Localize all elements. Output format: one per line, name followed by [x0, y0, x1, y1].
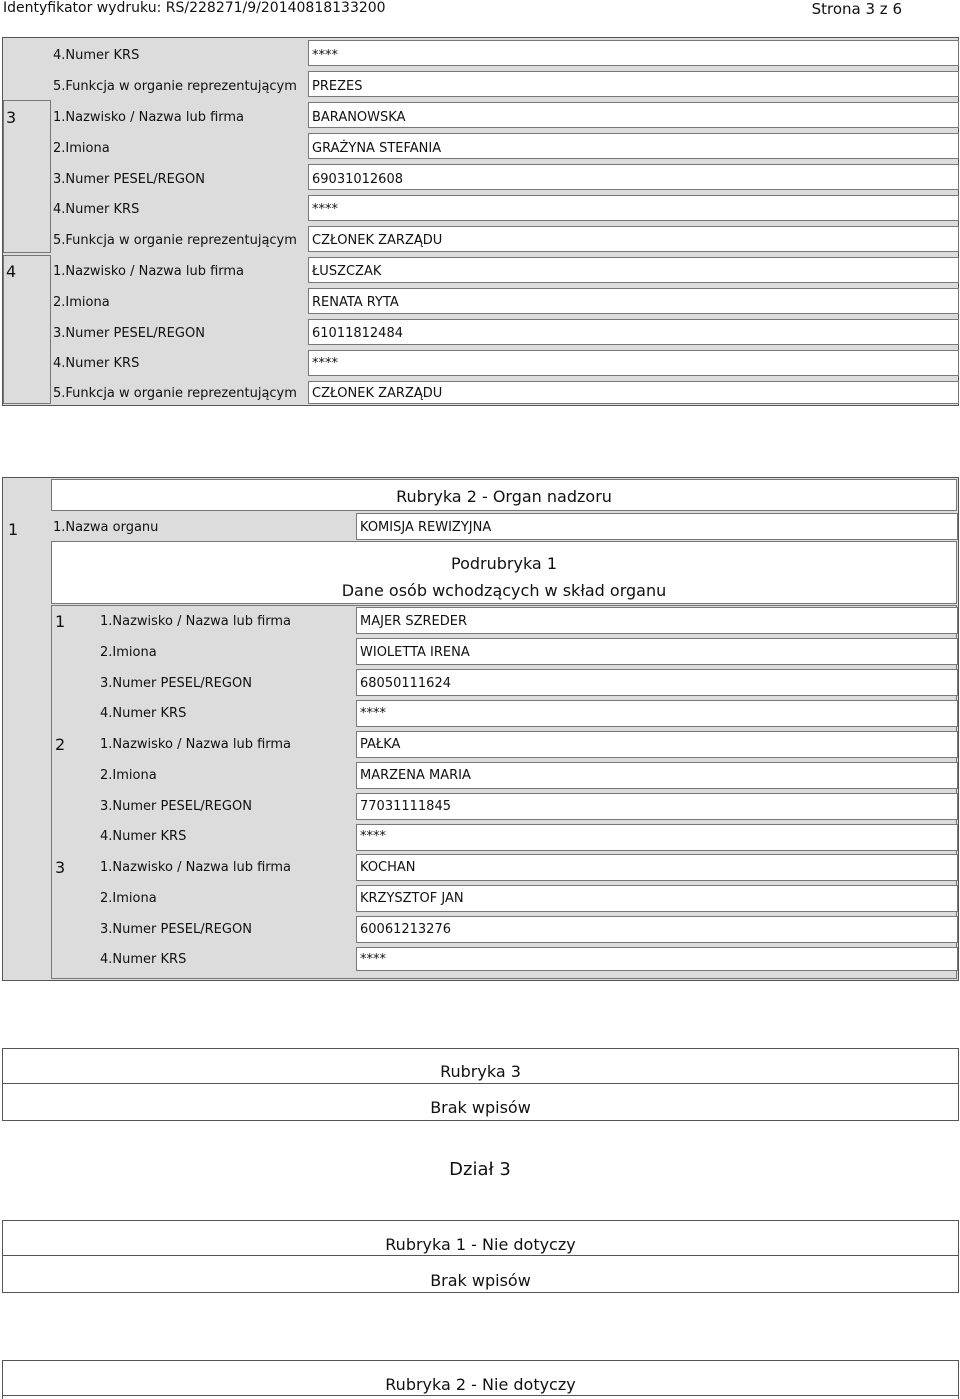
value-cell: [356, 700, 958, 727]
pesel-label: 3.Numer PESEL/REGON: [100, 676, 252, 691]
value-cell: [308, 257, 959, 283]
section-title: Rubryka 2 - Nie dotyczy: [385, 1375, 576, 1394]
value-cell: [356, 854, 958, 881]
name-label: 1.Nazwisko / Nazwa lub firma: [53, 264, 245, 279]
krs-value: ****: [312, 202, 338, 217]
pesel-value: 60061213276: [360, 922, 451, 937]
name-value: PAŁKA: [360, 737, 401, 752]
first-names-value: WIOLETTA IRENA: [360, 645, 470, 660]
function-label: 5.Funkcja w organie reprezentującym: [53, 386, 297, 401]
krs-label: 4.Numer KRS: [53, 48, 140, 63]
first-names-value: RENATA RYTA: [312, 295, 399, 310]
krs-value: ****: [312, 356, 338, 371]
no-entries-text: Brak wpisów: [430, 1098, 531, 1117]
krs-label: 4.Numer KRS: [100, 952, 187, 967]
subsection-title: Podrubryka 1: [451, 554, 557, 573]
member-number: 2: [55, 735, 66, 754]
first-names-value: MARZENA MARIA: [360, 768, 471, 783]
name-label: 1.Nazwisko / Nazwa lub firma: [100, 737, 292, 752]
function-value: CZŁONEK ZARZĄDU: [312, 386, 443, 401]
krs-value: ****: [360, 706, 386, 721]
section-title: Rubryka 1 - Nie dotyczy: [385, 1235, 576, 1254]
section-title: Rubryka 3: [440, 1062, 521, 1081]
function-label: 5.Funkcja w organie reprezentującym: [53, 233, 297, 248]
first-names-value: KRZYSZTOF JAN: [360, 891, 464, 906]
first-names-label: 2.Imiona: [53, 141, 110, 156]
value-cell: [356, 824, 958, 851]
value-cell: [308, 164, 959, 190]
rubryka-3-section: [2, 1048, 959, 1121]
value-cell: [356, 731, 958, 758]
supervisory-body-section: [2, 477, 959, 981]
function-value: PREZES: [312, 79, 363, 94]
board-members-table: [2, 37, 959, 406]
dzial3-rubryka-1-section: [2, 1220, 959, 1293]
pesel-label: 3.Numer PESEL/REGON: [100, 799, 252, 814]
function-label: 5.Funkcja w organie reprezentującym: [53, 79, 297, 94]
krs-value: ****: [360, 952, 386, 967]
first-names-label: 2.Imiona: [100, 891, 157, 906]
member-number: 3: [6, 108, 17, 127]
organ-name-label: 1.Nazwa organu: [53, 520, 159, 535]
name-label: 1.Nazwisko / Nazwa lub firma: [100, 614, 292, 629]
krs-label: 4.Numer KRS: [100, 706, 187, 721]
krs-value: ****: [360, 829, 386, 844]
print-identifier: Identyfikator wydruku: RS/228271/9/20140818133200: [3, 0, 386, 16]
first-names-label: 2.Imiona: [100, 645, 157, 660]
pesel-value: 68050111624: [360, 676, 451, 691]
first-names-label: 2.Imiona: [100, 768, 157, 783]
section-title-divider: [3, 1395, 958, 1396]
subsection-subtitle: Dane osób wchodzących w skład organu: [341, 581, 667, 600]
page-header: [0, 0, 960, 16]
krs-label: 4.Numer KRS: [53, 356, 140, 371]
value-cell: [308, 195, 959, 221]
section-title-divider: [3, 1083, 958, 1084]
pesel-value: 69031012608: [312, 172, 403, 187]
member-number: 1: [55, 612, 66, 631]
name-label: 1.Nazwisko / Nazwa lub firma: [100, 860, 292, 875]
member-number: 3: [55, 858, 66, 877]
value-cell: [308, 71, 959, 97]
dzial3-rubryka-2-section: [2, 1360, 959, 1399]
division-title: Dział 3: [449, 1159, 511, 1180]
no-entries-text: Brak wpisów: [430, 1271, 531, 1290]
pesel-value: 61011812484: [312, 326, 403, 341]
pesel-label: 3.Numer PESEL/REGON: [100, 922, 252, 937]
value-cell: [356, 947, 958, 971]
name-value: ŁUSZCZAK: [312, 264, 382, 279]
first-names-label: 2.Imiona: [53, 295, 110, 310]
krs-label: 4.Numer KRS: [53, 202, 140, 217]
value-cell: [308, 319, 959, 345]
member-number: 4: [6, 262, 17, 281]
name-label: 1.Nazwisko / Nazwa lub firma: [53, 110, 245, 125]
pesel-value: 77031111845: [360, 799, 451, 814]
section-title-divider: [3, 1255, 958, 1256]
entry-number: 1: [8, 520, 19, 539]
pesel-label: 3.Numer PESEL/REGON: [53, 326, 205, 341]
value-cell: [308, 288, 959, 314]
section-title: Rubryka 2 - Organ nadzoru: [396, 487, 612, 506]
krs-label: 4.Numer KRS: [100, 829, 187, 844]
value-cell: [308, 350, 959, 376]
name-value: KOCHAN: [360, 860, 416, 875]
function-value: CZŁONEK ZARZĄDU: [312, 233, 443, 248]
name-value: MAJER SZREDER: [360, 614, 467, 629]
pesel-label: 3.Numer PESEL/REGON: [53, 172, 205, 187]
page-number: Strona 3 z 6: [811, 0, 902, 18]
first-names-value: GRAŻYNA STEFANIA: [312, 141, 442, 156]
value-cell: [308, 102, 959, 128]
value-cell: [308, 40, 959, 66]
name-value: BARANOWSKA: [312, 110, 406, 125]
krs-value: ****: [312, 48, 338, 63]
organ-name-value: KOMISJA REWIZYJNA: [360, 520, 492, 535]
